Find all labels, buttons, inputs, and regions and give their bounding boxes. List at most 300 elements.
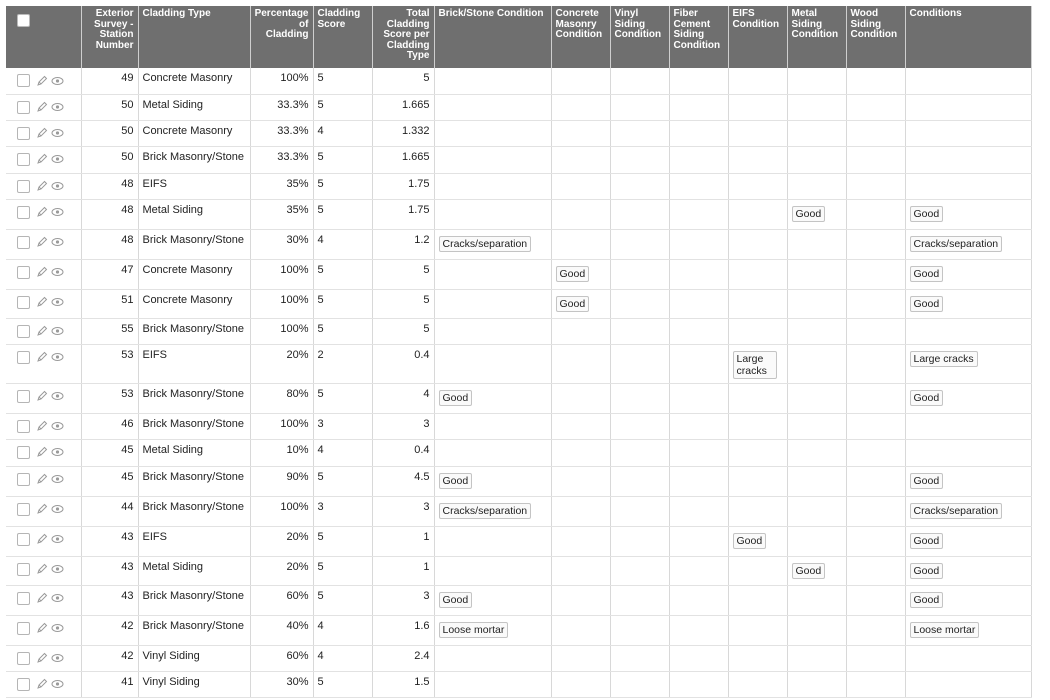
eye-icon[interactable] <box>51 237 64 247</box>
cell-fiber <box>669 318 728 344</box>
row-checkbox[interactable] <box>17 101 30 114</box>
pencil-icon[interactable] <box>36 563 48 575</box>
cell-wood <box>846 585 905 615</box>
cell-metal <box>787 199 846 229</box>
cell-fiber <box>669 526 728 556</box>
cell-vinyl <box>610 496 669 526</box>
condition-tag: Good <box>792 206 826 222</box>
eye-icon[interactable] <box>51 267 64 277</box>
row-checkbox[interactable] <box>17 390 30 403</box>
pencil-icon[interactable] <box>36 678 48 690</box>
pencil-icon[interactable] <box>36 592 48 604</box>
row-checkbox[interactable] <box>17 473 30 486</box>
cell-score: 5 <box>313 466 372 496</box>
cell-total: 4 <box>372 383 434 413</box>
row-checkbox[interactable] <box>17 563 30 576</box>
cell-conditions <box>905 120 1031 146</box>
col-header-survey[interactable]: Exterior Survey - Station Number <box>81 6 138 68</box>
table-row <box>6 585 1031 615</box>
pencil-icon[interactable] <box>36 446 48 458</box>
condition-tag: Good <box>910 390 944 406</box>
cell-fiber <box>669 383 728 413</box>
cell-survey: 42 <box>81 615 138 645</box>
cell-score: 5 <box>313 199 372 229</box>
col-header-metal[interactable]: Metal Siding Condition <box>787 6 846 68</box>
pencil-icon[interactable] <box>36 652 48 664</box>
cell-metal <box>787 120 846 146</box>
cell-concrete <box>551 671 610 697</box>
eye-icon[interactable] <box>51 447 64 457</box>
cell-metal <box>787 671 846 697</box>
cell-metal <box>787 413 846 439</box>
condition-tag: Cracks/separation <box>910 236 1003 252</box>
cell-score: 5 <box>313 146 372 173</box>
cell-conditions <box>905 671 1031 697</box>
cell-conditions <box>905 413 1031 439</box>
condition-tag: Good <box>439 473 473 489</box>
cell-conditions <box>905 526 1031 556</box>
pencil-icon[interactable] <box>36 206 48 218</box>
cell-total: 1.75 <box>372 173 434 199</box>
select-all-header[interactable] <box>6 6 81 68</box>
col-header-pct[interactable]: Percentage of Cladding <box>250 6 313 68</box>
cell-total: 3 <box>372 413 434 439</box>
cell-vinyl <box>610 344 669 383</box>
cell-type: Concrete Masonry <box>138 120 250 146</box>
cell-concrete <box>551 173 610 199</box>
cell-type: Brick Masonry/Stone <box>138 318 250 344</box>
cell-brick <box>434 439 551 466</box>
condition-tag: Good <box>910 592 944 608</box>
cell-survey: 48 <box>81 173 138 199</box>
cell-score: 5 <box>313 68 372 94</box>
cell-conditions <box>905 199 1031 229</box>
condition-tag: Good <box>910 206 944 222</box>
cell-type: Vinyl Siding <box>138 645 250 671</box>
cell-pct: 60% <box>250 585 313 615</box>
cell-vinyl <box>610 94 669 120</box>
cell-fiber <box>669 645 728 671</box>
row-controls <box>6 615 81 645</box>
cell-total: 1.6 <box>372 615 434 645</box>
row-checkbox[interactable] <box>17 446 30 459</box>
pencil-icon[interactable] <box>36 420 48 432</box>
cell-conditions <box>905 645 1031 671</box>
cell-vinyl <box>610 671 669 697</box>
row-controls <box>6 199 81 229</box>
table-row <box>6 615 1031 645</box>
eye-icon[interactable] <box>51 534 64 544</box>
cell-conditions <box>905 259 1031 289</box>
condition-tag: Good <box>439 592 473 608</box>
cell-concrete <box>551 229 610 259</box>
cell-concrete <box>551 318 610 344</box>
cell-survey: 48 <box>81 229 138 259</box>
cell-total: 1.5 <box>372 671 434 697</box>
row-checkbox[interactable] <box>17 678 30 691</box>
pencil-icon[interactable] <box>36 296 48 308</box>
cell-fiber <box>669 413 728 439</box>
pencil-icon[interactable] <box>36 236 48 248</box>
cell-pct: 30% <box>250 229 313 259</box>
cell-eifs <box>728 146 787 173</box>
select-all-checkbox[interactable] <box>17 14 30 27</box>
cell-wood <box>846 413 905 439</box>
row-controls <box>6 229 81 259</box>
cell-survey: 50 <box>81 146 138 173</box>
cell-metal <box>787 556 846 585</box>
cell-survey: 43 <box>81 556 138 585</box>
row-checkbox[interactable] <box>17 420 30 433</box>
cell-brick <box>434 94 551 120</box>
cell-conditions <box>905 383 1031 413</box>
cell-total: 1.75 <box>372 199 434 229</box>
cell-eifs <box>728 671 787 697</box>
cell-type: Metal Siding <box>138 94 250 120</box>
row-controls <box>6 585 81 615</box>
row-controls <box>6 413 81 439</box>
cell-score: 5 <box>313 526 372 556</box>
cell-wood <box>846 199 905 229</box>
cell-wood <box>846 289 905 318</box>
eye-icon[interactable] <box>51 474 64 484</box>
cell-vinyl <box>610 645 669 671</box>
cell-eifs <box>728 383 787 413</box>
row-checkbox[interactable] <box>17 127 30 140</box>
cell-eifs <box>728 259 787 289</box>
cell-vinyl <box>610 173 669 199</box>
eye-icon[interactable] <box>51 593 64 603</box>
condition-tag: Good <box>910 563 944 579</box>
cell-fiber <box>669 466 728 496</box>
cell-fiber <box>669 439 728 466</box>
cell-score: 5 <box>313 556 372 585</box>
cell-type: Concrete Masonry <box>138 68 250 94</box>
cell-eifs <box>728 585 787 615</box>
table-row <box>6 645 1031 671</box>
cell-vinyl <box>610 466 669 496</box>
row-checkbox[interactable] <box>17 592 30 605</box>
table-row <box>6 289 1031 318</box>
cell-conditions <box>905 68 1031 94</box>
cell-score: 4 <box>313 615 372 645</box>
cell-total: 5 <box>372 259 434 289</box>
cell-total: 2.4 <box>372 645 434 671</box>
pencil-icon[interactable] <box>36 473 48 485</box>
col-header-brick[interactable]: Brick/Stone Condition <box>434 6 551 68</box>
row-checkbox[interactable] <box>17 236 30 249</box>
cell-fiber <box>669 199 728 229</box>
cell-total: 1 <box>372 556 434 585</box>
cell-pct: 33.3% <box>250 146 313 173</box>
eye-icon[interactable] <box>51 128 64 138</box>
cell-metal <box>787 526 846 556</box>
header-row <box>6 6 1031 68</box>
cell-survey: 42 <box>81 645 138 671</box>
cell-wood <box>846 526 905 556</box>
pencil-icon[interactable] <box>36 622 48 634</box>
cell-metal <box>787 645 846 671</box>
cell-vinyl <box>610 526 669 556</box>
cell-pct: 100% <box>250 289 313 318</box>
table-row <box>6 466 1031 496</box>
cell-type: EIFS <box>138 173 250 199</box>
pencil-icon[interactable] <box>36 127 48 139</box>
cell-fiber <box>669 496 728 526</box>
row-controls <box>6 645 81 671</box>
cell-eifs <box>728 94 787 120</box>
cell-wood <box>846 173 905 199</box>
cell-vinyl <box>610 318 669 344</box>
cell-concrete <box>551 289 610 318</box>
eye-icon[interactable] <box>51 207 64 217</box>
cell-brick <box>434 645 551 671</box>
cell-concrete <box>551 383 610 413</box>
cell-total: 5 <box>372 68 434 94</box>
cell-concrete <box>551 556 610 585</box>
row-checkbox[interactable] <box>17 266 30 279</box>
row-checkbox[interactable] <box>17 296 30 309</box>
col-header-fiber[interactable]: Fiber Cement Siding Condition <box>669 6 728 68</box>
row-checkbox[interactable] <box>17 652 30 665</box>
row-controls <box>6 344 81 383</box>
cell-type: Brick Masonry/Stone <box>138 585 250 615</box>
cell-total: 1.665 <box>372 146 434 173</box>
cell-concrete <box>551 120 610 146</box>
cell-brick <box>434 671 551 697</box>
cell-pct: 100% <box>250 413 313 439</box>
cell-score: 3 <box>313 496 372 526</box>
col-header-score[interactable]: Cladding Score <box>313 6 372 68</box>
eye-icon[interactable] <box>51 297 64 307</box>
cell-conditions <box>905 289 1031 318</box>
cell-type: Brick Masonry/Stone <box>138 615 250 645</box>
cell-total: 0.4 <box>372 439 434 466</box>
col-header-total[interactable]: Total Cladding Score per Cladding Type <box>372 6 434 68</box>
cell-brick <box>434 383 551 413</box>
eye-icon[interactable] <box>51 352 64 362</box>
condition-tag: Good <box>733 533 767 549</box>
table-row <box>6 439 1031 466</box>
cell-survey: 49 <box>81 68 138 94</box>
row-checkbox[interactable] <box>17 74 30 87</box>
row-checkbox[interactable] <box>17 206 30 219</box>
cell-type: Concrete Masonry <box>138 259 250 289</box>
col-header-vinyl[interactable]: Vinyl Siding Condition <box>610 6 669 68</box>
row-controls <box>6 173 81 199</box>
cell-vinyl <box>610 585 669 615</box>
table-row <box>6 496 1031 526</box>
cell-fiber <box>669 68 728 94</box>
row-checkbox[interactable] <box>17 153 30 166</box>
cell-pct: 35% <box>250 199 313 229</box>
eye-icon[interactable] <box>51 564 64 574</box>
cell-metal <box>787 259 846 289</box>
condition-tag: Loose mortar <box>910 622 980 638</box>
cell-concrete <box>551 259 610 289</box>
cell-conditions <box>905 439 1031 466</box>
cell-pct: 100% <box>250 318 313 344</box>
cell-pct: 60% <box>250 645 313 671</box>
table-row <box>6 199 1031 229</box>
cell-eifs <box>728 318 787 344</box>
cell-fiber <box>669 615 728 645</box>
eye-icon[interactable] <box>51 181 64 191</box>
row-controls <box>6 120 81 146</box>
table-row <box>6 318 1031 344</box>
cell-brick <box>434 229 551 259</box>
condition-tag: Good <box>910 266 944 282</box>
table-row <box>6 526 1031 556</box>
cell-brick <box>434 289 551 318</box>
condition-tag: Good <box>439 390 473 406</box>
cell-vinyl <box>610 413 669 439</box>
pencil-icon[interactable] <box>36 503 48 515</box>
pencil-icon[interactable] <box>36 390 48 402</box>
table-row <box>6 383 1031 413</box>
cell-brick <box>434 615 551 645</box>
col-header-concrete[interactable]: Concrete Masonry Condition <box>551 6 610 68</box>
row-checkbox[interactable] <box>17 533 30 546</box>
cell-fiber <box>669 556 728 585</box>
cell-total: 5 <box>372 289 434 318</box>
cell-wood <box>846 556 905 585</box>
cell-brick <box>434 199 551 229</box>
cell-pct: 33.3% <box>250 120 313 146</box>
cell-eifs <box>728 556 787 585</box>
row-controls <box>6 526 81 556</box>
row-controls <box>6 318 81 344</box>
cell-pct: 100% <box>250 68 313 94</box>
row-checkbox[interactable] <box>17 325 30 338</box>
cell-total: 3 <box>372 585 434 615</box>
pencil-icon[interactable] <box>36 266 48 278</box>
cell-pct: 30% <box>250 671 313 697</box>
cell-wood <box>846 615 905 645</box>
table-row <box>6 94 1031 120</box>
cell-concrete <box>551 615 610 645</box>
cell-total: 3 <box>372 496 434 526</box>
cell-type: Metal Siding <box>138 199 250 229</box>
col-header-eifs[interactable]: EIFS Condition <box>728 6 787 68</box>
cell-type: Metal Siding <box>138 439 250 466</box>
cell-vinyl <box>610 615 669 645</box>
row-checkbox[interactable] <box>17 622 30 635</box>
cell-concrete <box>551 466 610 496</box>
eye-icon[interactable] <box>51 504 64 514</box>
eye-icon[interactable] <box>51 154 64 164</box>
cell-brick <box>434 68 551 94</box>
row-controls <box>6 68 81 94</box>
cell-brick <box>434 120 551 146</box>
table-row <box>6 68 1031 94</box>
row-controls <box>6 289 81 318</box>
cell-score: 2 <box>313 344 372 383</box>
row-controls <box>6 383 81 413</box>
cell-vinyl <box>610 146 669 173</box>
cell-metal <box>787 585 846 615</box>
cell-type: Concrete Masonry <box>138 289 250 318</box>
cell-pct: 33.3% <box>250 94 313 120</box>
condition-tag: Large cracks <box>733 351 777 379</box>
cell-survey: 51 <box>81 289 138 318</box>
cell-metal <box>787 146 846 173</box>
eye-icon[interactable] <box>51 623 64 633</box>
pencil-icon[interactable] <box>36 75 48 87</box>
cell-concrete <box>551 645 610 671</box>
condition-tag: Good <box>910 473 944 489</box>
table-row <box>6 146 1031 173</box>
eye-icon[interactable] <box>51 102 64 112</box>
condition-tag: Good <box>910 296 944 312</box>
cell-eifs <box>728 199 787 229</box>
row-checkbox[interactable] <box>17 503 30 516</box>
cell-eifs <box>728 526 787 556</box>
table-row <box>6 671 1031 697</box>
cell-fiber <box>669 120 728 146</box>
cell-wood <box>846 671 905 697</box>
cell-wood <box>846 439 905 466</box>
cell-total: 5 <box>372 318 434 344</box>
pencil-icon[interactable] <box>36 533 48 545</box>
condition-tag: Good <box>910 533 944 549</box>
pencil-icon[interactable] <box>36 325 48 337</box>
cell-conditions <box>905 173 1031 199</box>
eye-icon[interactable] <box>51 326 64 336</box>
table-body <box>6 68 1031 697</box>
row-controls <box>6 439 81 466</box>
cell-eifs <box>728 68 787 94</box>
col-header-type[interactable]: Cladding Type <box>138 6 250 68</box>
pencil-icon[interactable] <box>36 180 48 192</box>
cell-wood <box>846 344 905 383</box>
cell-vinyl <box>610 439 669 466</box>
pencil-icon[interactable] <box>36 153 48 165</box>
cell-score: 4 <box>313 439 372 466</box>
row-checkbox[interactable] <box>17 180 30 193</box>
cell-survey: 53 <box>81 344 138 383</box>
pencil-icon[interactable] <box>36 351 48 363</box>
cell-brick <box>434 585 551 615</box>
cell-conditions <box>905 229 1031 259</box>
condition-tag: Cracks/separation <box>439 236 532 252</box>
pencil-icon[interactable] <box>36 101 48 113</box>
col-header-wood[interactable]: Wood Siding Condition <box>846 6 905 68</box>
cell-eifs <box>728 615 787 645</box>
cell-score: 5 <box>313 383 372 413</box>
cell-score: 5 <box>313 289 372 318</box>
cell-total: 0.4 <box>372 344 434 383</box>
row-controls <box>6 94 81 120</box>
eye-icon[interactable] <box>51 391 64 401</box>
col-header-conditions[interactable]: Conditions <box>905 6 1031 68</box>
cell-brick <box>434 259 551 289</box>
cell-metal <box>787 615 846 645</box>
cell-conditions <box>905 466 1031 496</box>
cell-fiber <box>669 344 728 383</box>
row-checkbox[interactable] <box>17 351 30 364</box>
cell-wood <box>846 146 905 173</box>
row-controls <box>6 146 81 173</box>
cell-wood <box>846 68 905 94</box>
cell-conditions <box>905 496 1031 526</box>
cell-vinyl <box>610 68 669 94</box>
eye-icon[interactable] <box>51 76 64 86</box>
eye-icon[interactable] <box>51 421 64 431</box>
eye-icon[interactable] <box>51 679 64 689</box>
eye-icon[interactable] <box>51 653 64 663</box>
cell-concrete <box>551 585 610 615</box>
